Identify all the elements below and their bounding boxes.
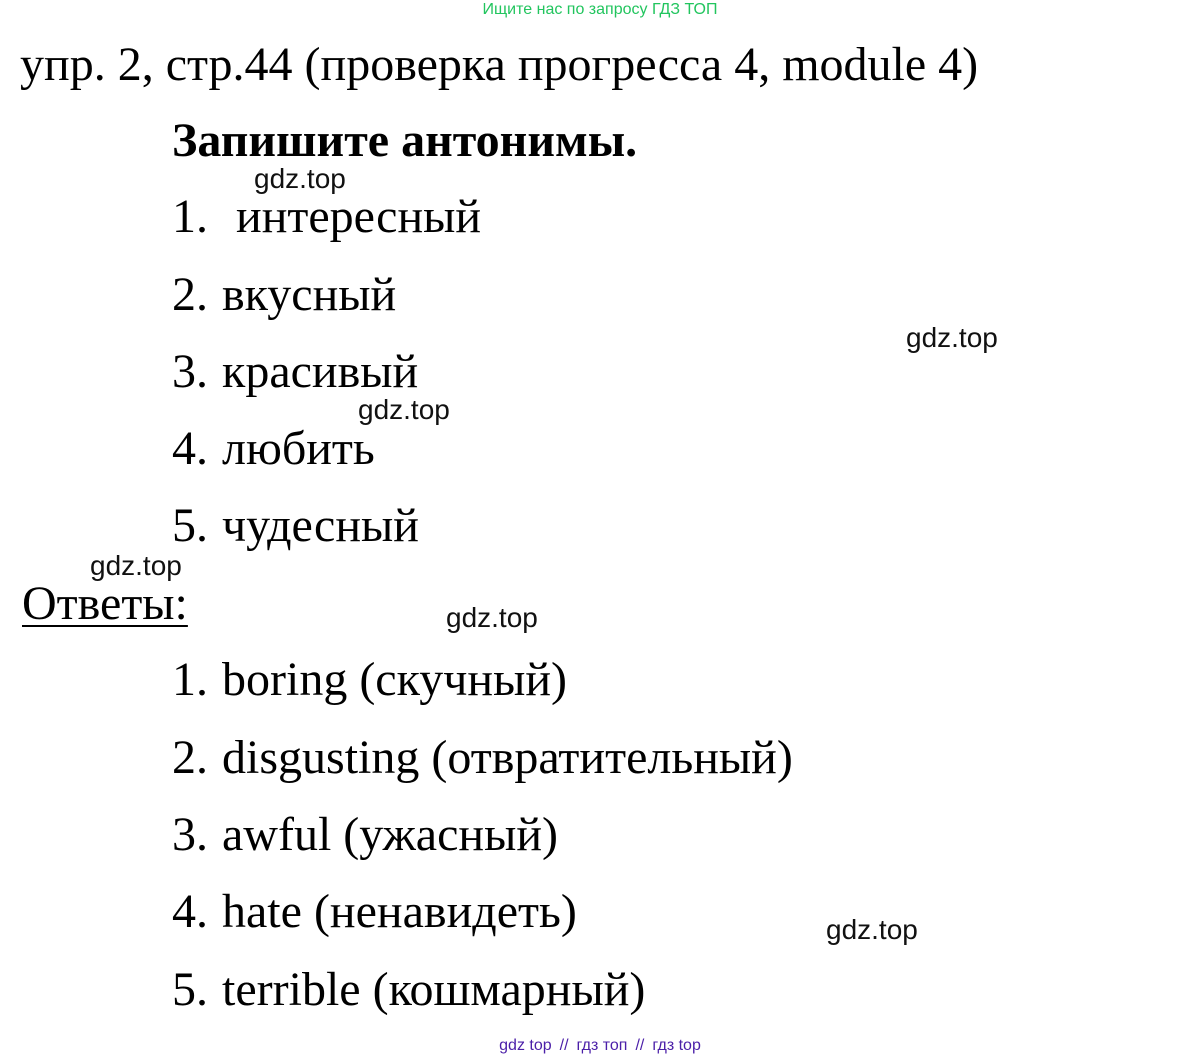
task-item-number: 3. — [172, 345, 208, 398]
answer-item-number: 4. — [172, 885, 208, 938]
answer-item-text: terrible (кошмарный) — [222, 963, 646, 1016]
answer-item-number: 3. — [172, 808, 208, 861]
answer-item-number: 5. — [172, 963, 208, 1016]
task-item-word: красивый — [222, 345, 419, 398]
answer-item — [172, 731, 793, 785]
footer-link-gdz-top[interactable]: gdz top — [499, 1037, 552, 1054]
answer-item-text: disgusting (отвратительный) — [222, 731, 793, 784]
task-item — [172, 499, 419, 553]
answer-item — [172, 653, 567, 707]
watermark: gdz.top — [254, 163, 346, 194]
exercise-heading: упр. 2, стр.44 (проверка прогресса 4, module 4) — [20, 38, 979, 91]
watermark: gdz.top — [90, 550, 182, 581]
answer-item — [172, 808, 558, 862]
task-item-number: 1. — [172, 190, 208, 243]
task-item — [172, 422, 375, 476]
footer-separator: // — [559, 1037, 569, 1054]
task-item-word: чудесный — [222, 499, 419, 552]
footer-link-gdz-top-mixed[interactable]: гдз top — [652, 1037, 701, 1054]
answer-item-number: 2. — [172, 731, 208, 784]
footer-links — [0, 1037, 1200, 1055]
task-item — [172, 190, 481, 244]
answer-item — [172, 963, 645, 1017]
answer-item — [172, 885, 577, 939]
task-item-number: 2. — [172, 268, 208, 321]
answer-item-number: 1. — [172, 653, 208, 706]
task-item — [172, 345, 418, 399]
instruction-heading: Запишите антонимы. — [172, 114, 638, 167]
watermark: gdz.top — [358, 394, 450, 425]
footer-link-gdz-top-ru[interactable]: гдз топ — [576, 1037, 628, 1054]
answers-heading: Ответы: — [22, 577, 188, 630]
task-item-number: 5. — [172, 499, 208, 552]
task-item-number: 4. — [172, 422, 208, 475]
watermark: gdz.top — [906, 322, 998, 353]
answer-item-text: awful (ужасный) — [222, 808, 559, 861]
task-item-word: вкусный — [222, 268, 397, 321]
top-banner: Ищите нас по запросу ГДЗ ТОП — [482, 1, 718, 18]
answer-item-text: hate (ненавидеть) — [222, 885, 577, 938]
watermark: gdz.top — [826, 914, 918, 945]
task-item — [172, 268, 396, 322]
watermark: gdz.top — [446, 602, 538, 633]
task-item-word: интересный — [236, 190, 482, 243]
answer-item-text: boring (скучный) — [222, 653, 567, 706]
task-item-word: любить — [222, 422, 375, 475]
footer-separator: // — [635, 1037, 645, 1054]
